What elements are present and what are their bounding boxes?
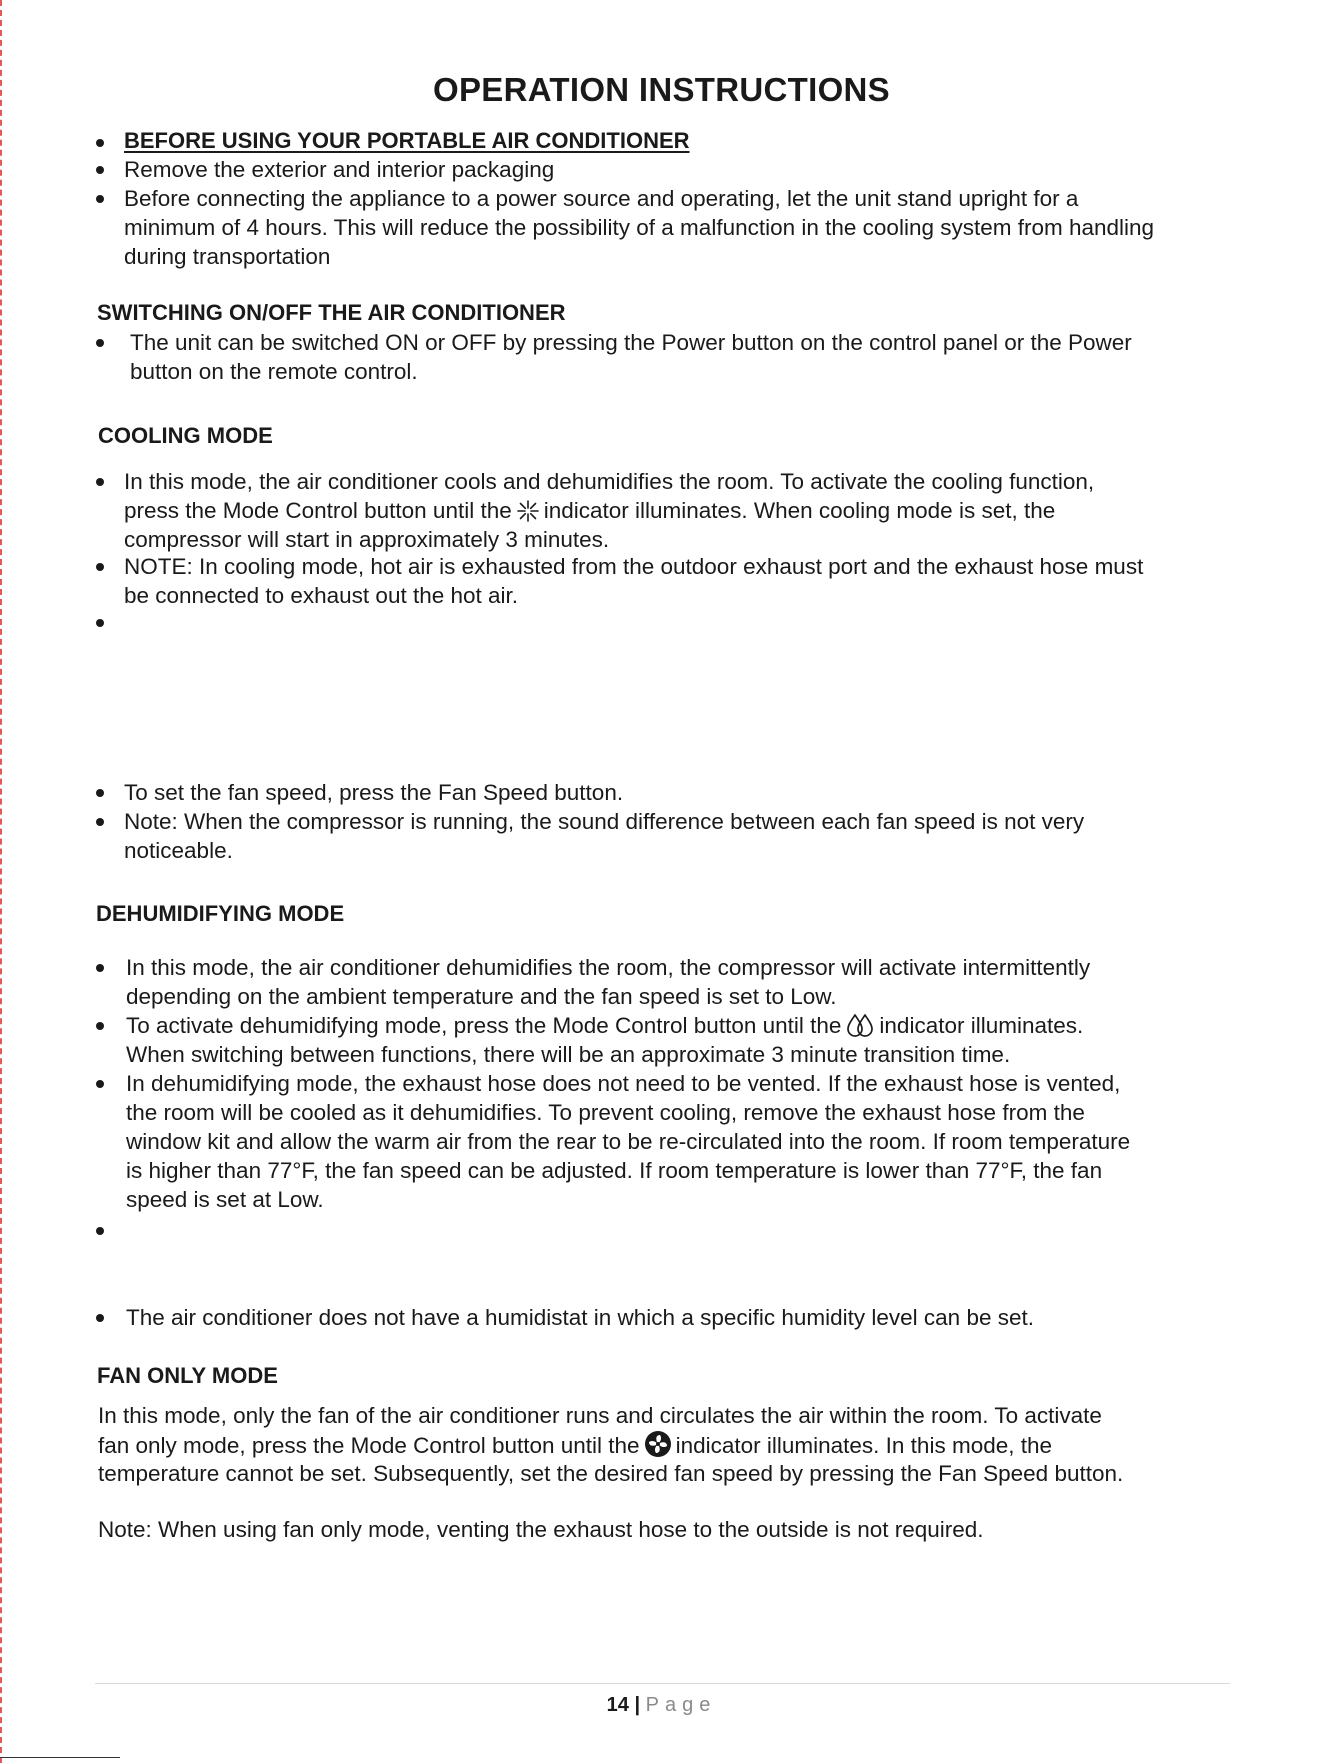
bullet xyxy=(96,818,104,826)
cooling-item-1-line-2-end: indicator illuminates. When cooling mode is set, the xyxy=(543,498,1056,523)
bullet xyxy=(96,139,104,147)
bullet xyxy=(96,478,104,486)
fan-only-para-line-3: temperature cannot be set. Subsequently, set the desired fan speed by pressing the Fan Speed button. xyxy=(98,1461,1124,1486)
dehumidifying-item-3-line-4: is higher than 77°F, the fan speed can be adjusted. If room temperature is lower than 77°F, the fan xyxy=(126,1158,1103,1183)
dehumidifying-item-2-line-2: When switching between functions, there will be an approximate 3 minute transition time. xyxy=(126,1042,1011,1067)
page-number: 14 xyxy=(606,1694,629,1716)
bullet xyxy=(96,563,104,571)
cooling-item-1-line-3: compressor will start in approximately 3 minutes. xyxy=(124,527,610,552)
footer-separator: | xyxy=(634,1694,641,1716)
footer-divider xyxy=(95,1683,1230,1684)
dehumidifying-item-3-line-3: window kit and allow the warm air from the rear to be re-circulated into the room. If room temperature xyxy=(126,1129,1131,1154)
fan-only-note: Note: When using fan only mode, venting the exhaust hose to the outside is not required. xyxy=(98,1517,984,1542)
bullet xyxy=(96,166,104,174)
dehumidifying-item-2-line-1-end: indicator illuminates. xyxy=(879,1013,1084,1038)
bullet xyxy=(96,339,104,347)
before-using-item-1: Remove the exterior and interior packaging xyxy=(124,157,555,182)
dehumidifying-item-1-line-1: In this mode, the air conditioner dehumidifies the room, the compressor will activate intermittently xyxy=(126,955,1091,980)
bullet xyxy=(96,1314,104,1322)
before-using-item-2-line-3: during transportation xyxy=(124,244,331,269)
cooling-heading: COOLING MODE xyxy=(98,423,273,448)
dehumidifying-item-1-line-2: depending on the ambient temperature and the fan speed is set to Low. xyxy=(126,984,837,1009)
fan-only-para-line-2-end: indicator illuminates. In this mode, the xyxy=(675,1433,1053,1458)
bullet xyxy=(96,964,104,972)
cooling-item-5-line-1: Note: When the compressor is running, the sound difference between each fan speed is not very xyxy=(124,809,1085,834)
page-title: OPERATION INSTRUCTIONS xyxy=(433,71,890,108)
dehumidifying-item-2-line-1-start: To activate dehumidifying mode, press the Mode Control button until the xyxy=(126,1013,842,1038)
bullet xyxy=(96,789,104,797)
before-using-item-2-line-1: Before connecting the appliance to a power source and operating, let the unit stand upright for a xyxy=(124,186,1079,211)
dehumidifying-heading: DEHUMIDIFYING MODE xyxy=(96,901,345,926)
bullet xyxy=(96,1022,104,1030)
bullet xyxy=(96,1080,104,1088)
switching-item-1-line-2: button on the remote control. xyxy=(130,359,418,384)
dehumidifying-item-3-line-1: In dehumidifying mode, the exhaust hose does not need to be vented. If the exhaust hose is vented, xyxy=(126,1071,1121,1096)
cooling-item-1-line-1: In this mode, the air conditioner cools and dehumidifies the room. To activate the cooling function, xyxy=(124,469,1095,494)
before-using-item-2-line-2: minimum of 4 hours. This will reduce the possibility of a malfunction in the cooling system from handling xyxy=(124,215,1155,240)
page-label: Page xyxy=(645,1694,717,1716)
empty-bullet xyxy=(96,619,104,627)
cooling-item-1-line-2-start: press the Mode Control button until the xyxy=(124,498,512,523)
fan-only-heading: FAN ONLY MODE xyxy=(97,1363,278,1388)
page-footer xyxy=(0,1692,1323,1718)
switching-item-1-line-1: The unit can be switched ON or OFF by pressing the Power button on the control panel or the Power xyxy=(130,330,1132,355)
dehumidifying-item-5: The air conditioner does not have a humidistat in which a specific humidity level can be set. xyxy=(126,1305,1034,1330)
cooling-item-5-line-2: noticeable. xyxy=(124,838,233,863)
dehumidifying-item-3-line-2: the room will be cooled as it dehumidifies. To prevent cooling, remove the exhaust hose from the xyxy=(126,1100,1085,1125)
cooling-item-4: To set the fan speed, press the Fan Speed button. xyxy=(124,780,624,805)
bullet xyxy=(96,195,104,203)
cooling-item-2-line-1: NOTE: In cooling mode, hot air is exhausted from the outdoor exhaust port and the exhaust hose must xyxy=(124,554,1144,579)
page-edge-dashed-border xyxy=(0,0,2,1763)
dehumidifying-item-3-line-5: speed is set at Low. xyxy=(126,1187,324,1212)
switching-heading: SWITCHING ON/OFF THE AIR CONDITIONER xyxy=(97,300,566,325)
before-using-heading: BEFORE USING YOUR PORTABLE AIR CONDITIONER xyxy=(124,128,690,153)
cooling-item-2-line-2: be connected to exhaust out the hot air. xyxy=(124,583,519,608)
page-corner-mark xyxy=(0,1757,120,1758)
fan-only-para-line-1: In this mode, only the fan of the air conditioner runs and circulates the air within the room. To activate xyxy=(98,1403,1102,1428)
fan-only-para-line-2-start: fan only mode, press the Mode Control button until the xyxy=(98,1433,640,1458)
empty-bullet xyxy=(96,1227,104,1235)
